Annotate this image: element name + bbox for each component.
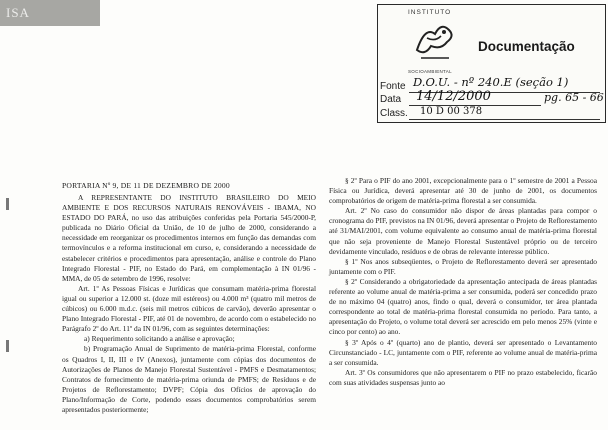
fonte-value: D.O.U. - nº 240.E (seção 1) [413, 75, 569, 89]
data-value: 14/12/2000 [416, 89, 491, 104]
stamp-socio-label: SOCIOAMBIENTAL [408, 69, 452, 74]
paragraph-2-2001: § 2º Para o PIF do ano 2001, excepcionalmente para o 1º semestre de 2001 a Pessoa Física ou Jurídica, deverá apresentar até 30 de junho de 2001, os documentos comprobatórios de origem de matéria-prima florestal a ser consumida. [329, 176, 597, 206]
data-label: Data [380, 94, 402, 105]
stamp-title: Documentação [478, 39, 575, 54]
class-value: 10 D 00 378 [420, 106, 483, 117]
item-a-paragraph: a) Requerimento solicitando a análise e aprovação; [84, 334, 235, 344]
scan-edge-mark [6, 198, 9, 210]
scan-edge-marks [6, 190, 20, 425]
scan-border-artifact [0, 0, 100, 26]
scan-edge-mark [6, 340, 9, 352]
document-heading: PORTARIA Nº 9, DE 11 DE DEZEMBRO DE 2000 [62, 181, 230, 190]
class-rule [409, 119, 600, 120]
pages-value: pg. 65 - 66 [544, 91, 604, 104]
fonte-label: Fonte [380, 81, 406, 92]
class-label: Class. [380, 108, 408, 119]
paragraph-2-planted-areas: § 2º Considerando a obrigatoriedade da apresentação antecipada de áreas plantadas referente ao volume anual de matéria-prima a ser consumida, poderá ser concedido prazo de no máximo 04 (quatro) anos, findo o qual, deverá o consumidor, ter área plantada correspondente ao total de matéria-prima florestal consumida no período. Para tanto, a apresentação do Projeto, o volume total deverá ser acrescido em pelo menos 25% (vinte e cinco por cento) ao ano. [329, 276, 597, 337]
isa-logo-icon [411, 20, 459, 66]
paragraph-3-survey: § 3º Após o 4º (quarto) ano de plantio, deverá ser apresentado o Levantamento Circunstanciado - LC, juntamente com o PIF, referente ao volume anual de matéria-prima a ser consumida. [329, 337, 597, 367]
right-text-column [329, 176, 597, 388]
preamble-paragraph: A REPRESENTANTE DO INSTITUTO BRASILEIRO DO MEIO AMBIENTE E DOS RECURSOS NATURAIS RENOVÁVEIS - IBAMA, NO ESTADO DO PARÁ, no uso das atribuições conferidas pela Portaria 545/2000-P, publicada no Diário Oficial da União, de 10 de julho de 2000, considerando a necessidade em reorganizar os procedimentos internos em função das demandas com termovínculos e a reforma institucional em curso, e, considerando a necessidade de estabelecer critérios e procedimentos para apresentação, análise e controle do Plano Integrado Florestal - PIF, no Estado do Pará, em complementação à IN 01/96 - MMA, de 05 de setembro de 1996, resolve: [62, 193, 316, 283]
article-1-paragraph: Art. 1º As Pessoas Físicas e Jurídicas que consumam matéria-prima florestal igual ou superior a 12.000 st. (doze mil estéreos) ou 4.000 m³ (quatro mil metros de cúbicos) ou 6.000 m.d.c. (seis mil metros cúbicos de carvão), deverão apresentar o Plano Integrado Florestal - PIF, até 01 de novembro, de acordo com o estabelecido no Parágrafo 2º do Art. 11º da IN 01/96, com as seguintes determinações: [62, 283, 316, 334]
isa-watermark: ISA [6, 5, 30, 20]
item-b-paragraph: b) Programação Anual de Suprimento de matéria-prima Florestal, conforme os Quadros I, II, III e IV (Anexos), juntamente com cópias dos documentos de Autorizações de Planos de Manejo Florestal Sustentável - PMFS e Desmatamentos; Contratos de fornecimento de matéria-prima oriunda de PMFS; de Resíduos e de Projetos de Reflorestamento; DVPF; Cópia dos Ofícios de aprovação do Plano/Informação de Corte, podendo esses documentos comprobatórios serem apresentados posteriormente; [62, 344, 316, 414]
documentation-stamp [377, 4, 606, 123]
paragraph-1-subsequent-years: § 1º Nos anos subseqüentes, o Projeto de Reflorestamento deverá ser apresentado juntamente com o PIF. [329, 256, 597, 276]
article-3-paragraph: Art. 3º Os consumidores que não apresentarem o PIF no prazo estabelecido, ficarão com suas atividades suspensas junto ao [329, 367, 597, 387]
stamp-institute-label: INSTITUTO [408, 9, 452, 16]
article-2-paragraph: Art. 2º No caso do consumidor não dispor de áreas plantadas para compor o cronograma do PIF, previstos na IN 01/96, deverá apresentar o Projeto de Reflorestamento até 31/MAI/2001, com volume equivalente ao consumo anual de matéria-prima florestal que não seja proveniente de Manejo Florestal Sustentável próprio ou de terceiro devidamente vinculado, resíduos e de obras de relevante interesse público. [329, 206, 597, 256]
left-text-column [62, 193, 316, 415]
